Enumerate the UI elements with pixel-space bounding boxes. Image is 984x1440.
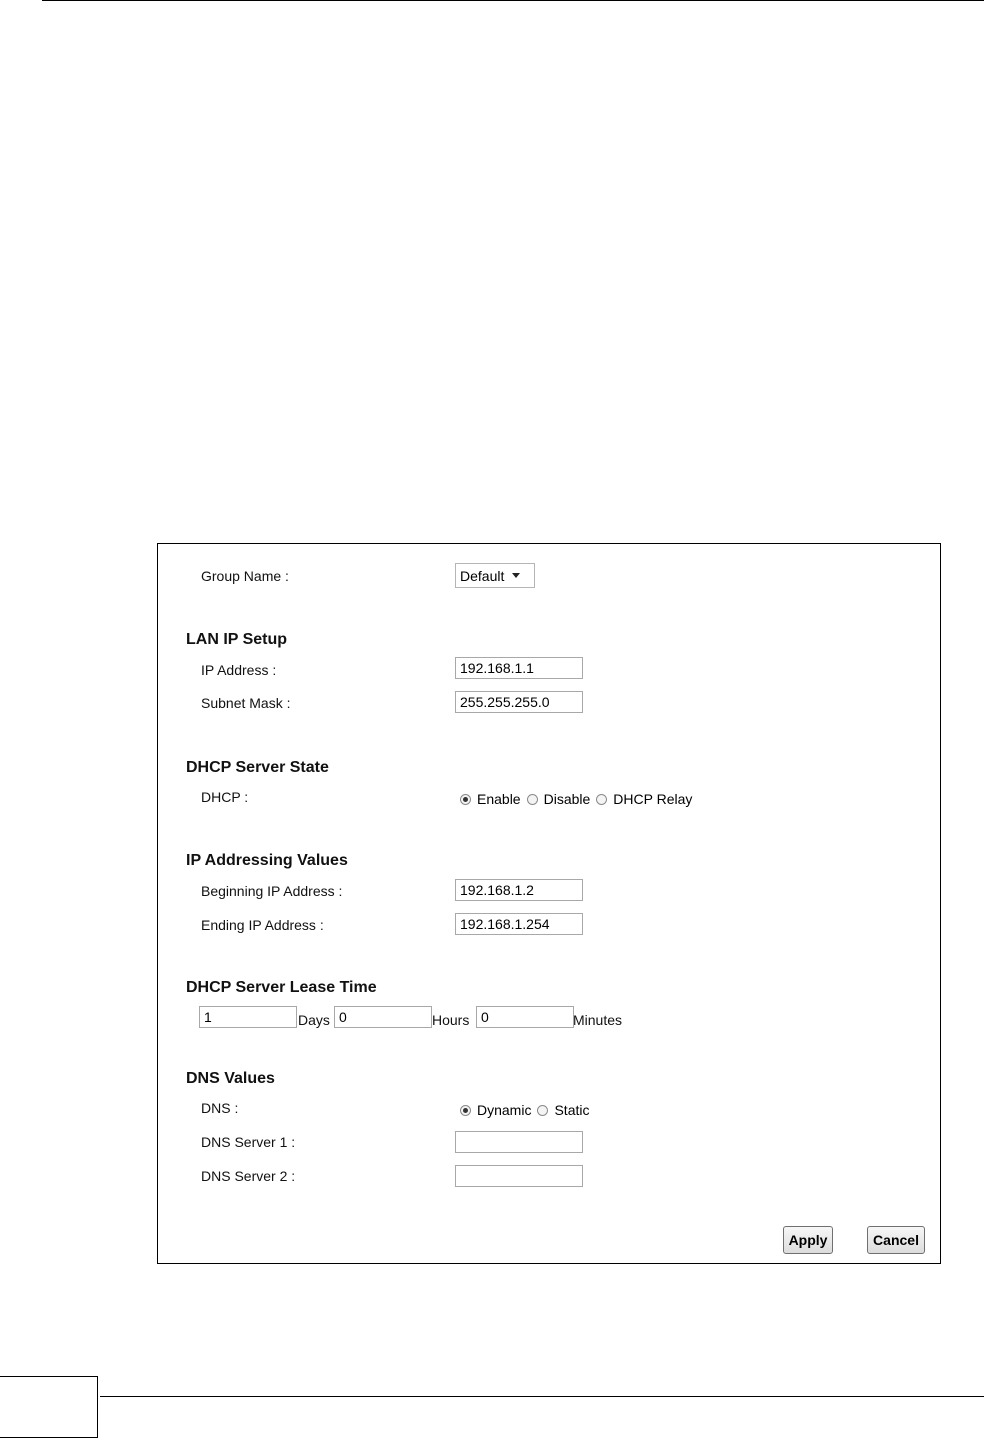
- dns-values-heading: DNS Values: [186, 1070, 275, 1087]
- dns-dynamic-radio[interactable]: Dynamic: [460, 1102, 531, 1118]
- lease-days-label: Days: [298, 1012, 330, 1028]
- radio-selected-icon: [460, 794, 471, 805]
- dns-server-1-label: DNS Server 1 :: [201, 1134, 296, 1150]
- ip-address-input[interactable]: [455, 657, 583, 679]
- group-name-label: Group Name :: [201, 568, 289, 584]
- footer-rule: [100, 1396, 984, 1397]
- dns-server-2-label: DNS Server 2 :: [201, 1168, 296, 1184]
- ending-ip-label: Ending IP Address :: [201, 917, 324, 933]
- page-number-box: [0, 1376, 98, 1438]
- beginning-ip-input[interactable]: [455, 879, 583, 901]
- dns-label: DNS :: [201, 1100, 239, 1116]
- ip-addressing-values-heading: IP Addressing Values: [186, 852, 348, 869]
- dns-radio-group: [460, 1102, 595, 1118]
- lease-hours-label: Hours: [432, 1012, 470, 1028]
- subnet-mask-input[interactable]: [455, 691, 583, 713]
- dhcp-enable-radio[interactable]: Enable: [460, 791, 521, 807]
- dhcp-lease-time-heading: DHCP Server Lease Time: [186, 979, 377, 996]
- radio-icon: [527, 794, 538, 805]
- lan-ip-setup-heading: LAN IP Setup: [186, 631, 288, 648]
- beginning-ip-label: Beginning IP Address :: [201, 883, 343, 899]
- lease-hours-input[interactable]: [334, 1006, 432, 1028]
- ending-ip-input[interactable]: [455, 913, 583, 935]
- dns-static-radio[interactable]: Static: [537, 1102, 589, 1118]
- group-name-value: Default: [460, 567, 505, 584]
- chevron-down-icon: [512, 573, 520, 578]
- cancel-button[interactable]: Cancel: [867, 1226, 925, 1254]
- radio-icon: [596, 794, 607, 805]
- dhcp-disable-radio[interactable]: Disable: [527, 791, 591, 807]
- dns-server-2-input[interactable]: [455, 1165, 583, 1187]
- header-rule: [42, 0, 984, 1]
- dhcp-radio-group: [460, 791, 698, 807]
- lan-setup-panel: [157, 543, 941, 1264]
- lease-minutes-label: Minutes: [573, 1012, 623, 1028]
- dhcp-relay-radio[interactable]: DHCP Relay: [596, 791, 692, 807]
- group-name-select[interactable]: [455, 563, 535, 588]
- dhcp-label: DHCP :: [201, 789, 249, 805]
- dns-server-1-input[interactable]: [455, 1131, 583, 1153]
- radio-selected-icon: [460, 1105, 471, 1116]
- subnet-mask-label: Subnet Mask :: [201, 695, 291, 711]
- dhcp-server-state-heading: DHCP Server State: [186, 759, 329, 776]
- lease-days-input[interactable]: [199, 1006, 297, 1028]
- ip-address-label: IP Address :: [201, 662, 277, 678]
- lease-minutes-input[interactable]: [476, 1006, 574, 1028]
- radio-icon: [537, 1105, 548, 1116]
- apply-button[interactable]: Apply: [783, 1226, 833, 1254]
